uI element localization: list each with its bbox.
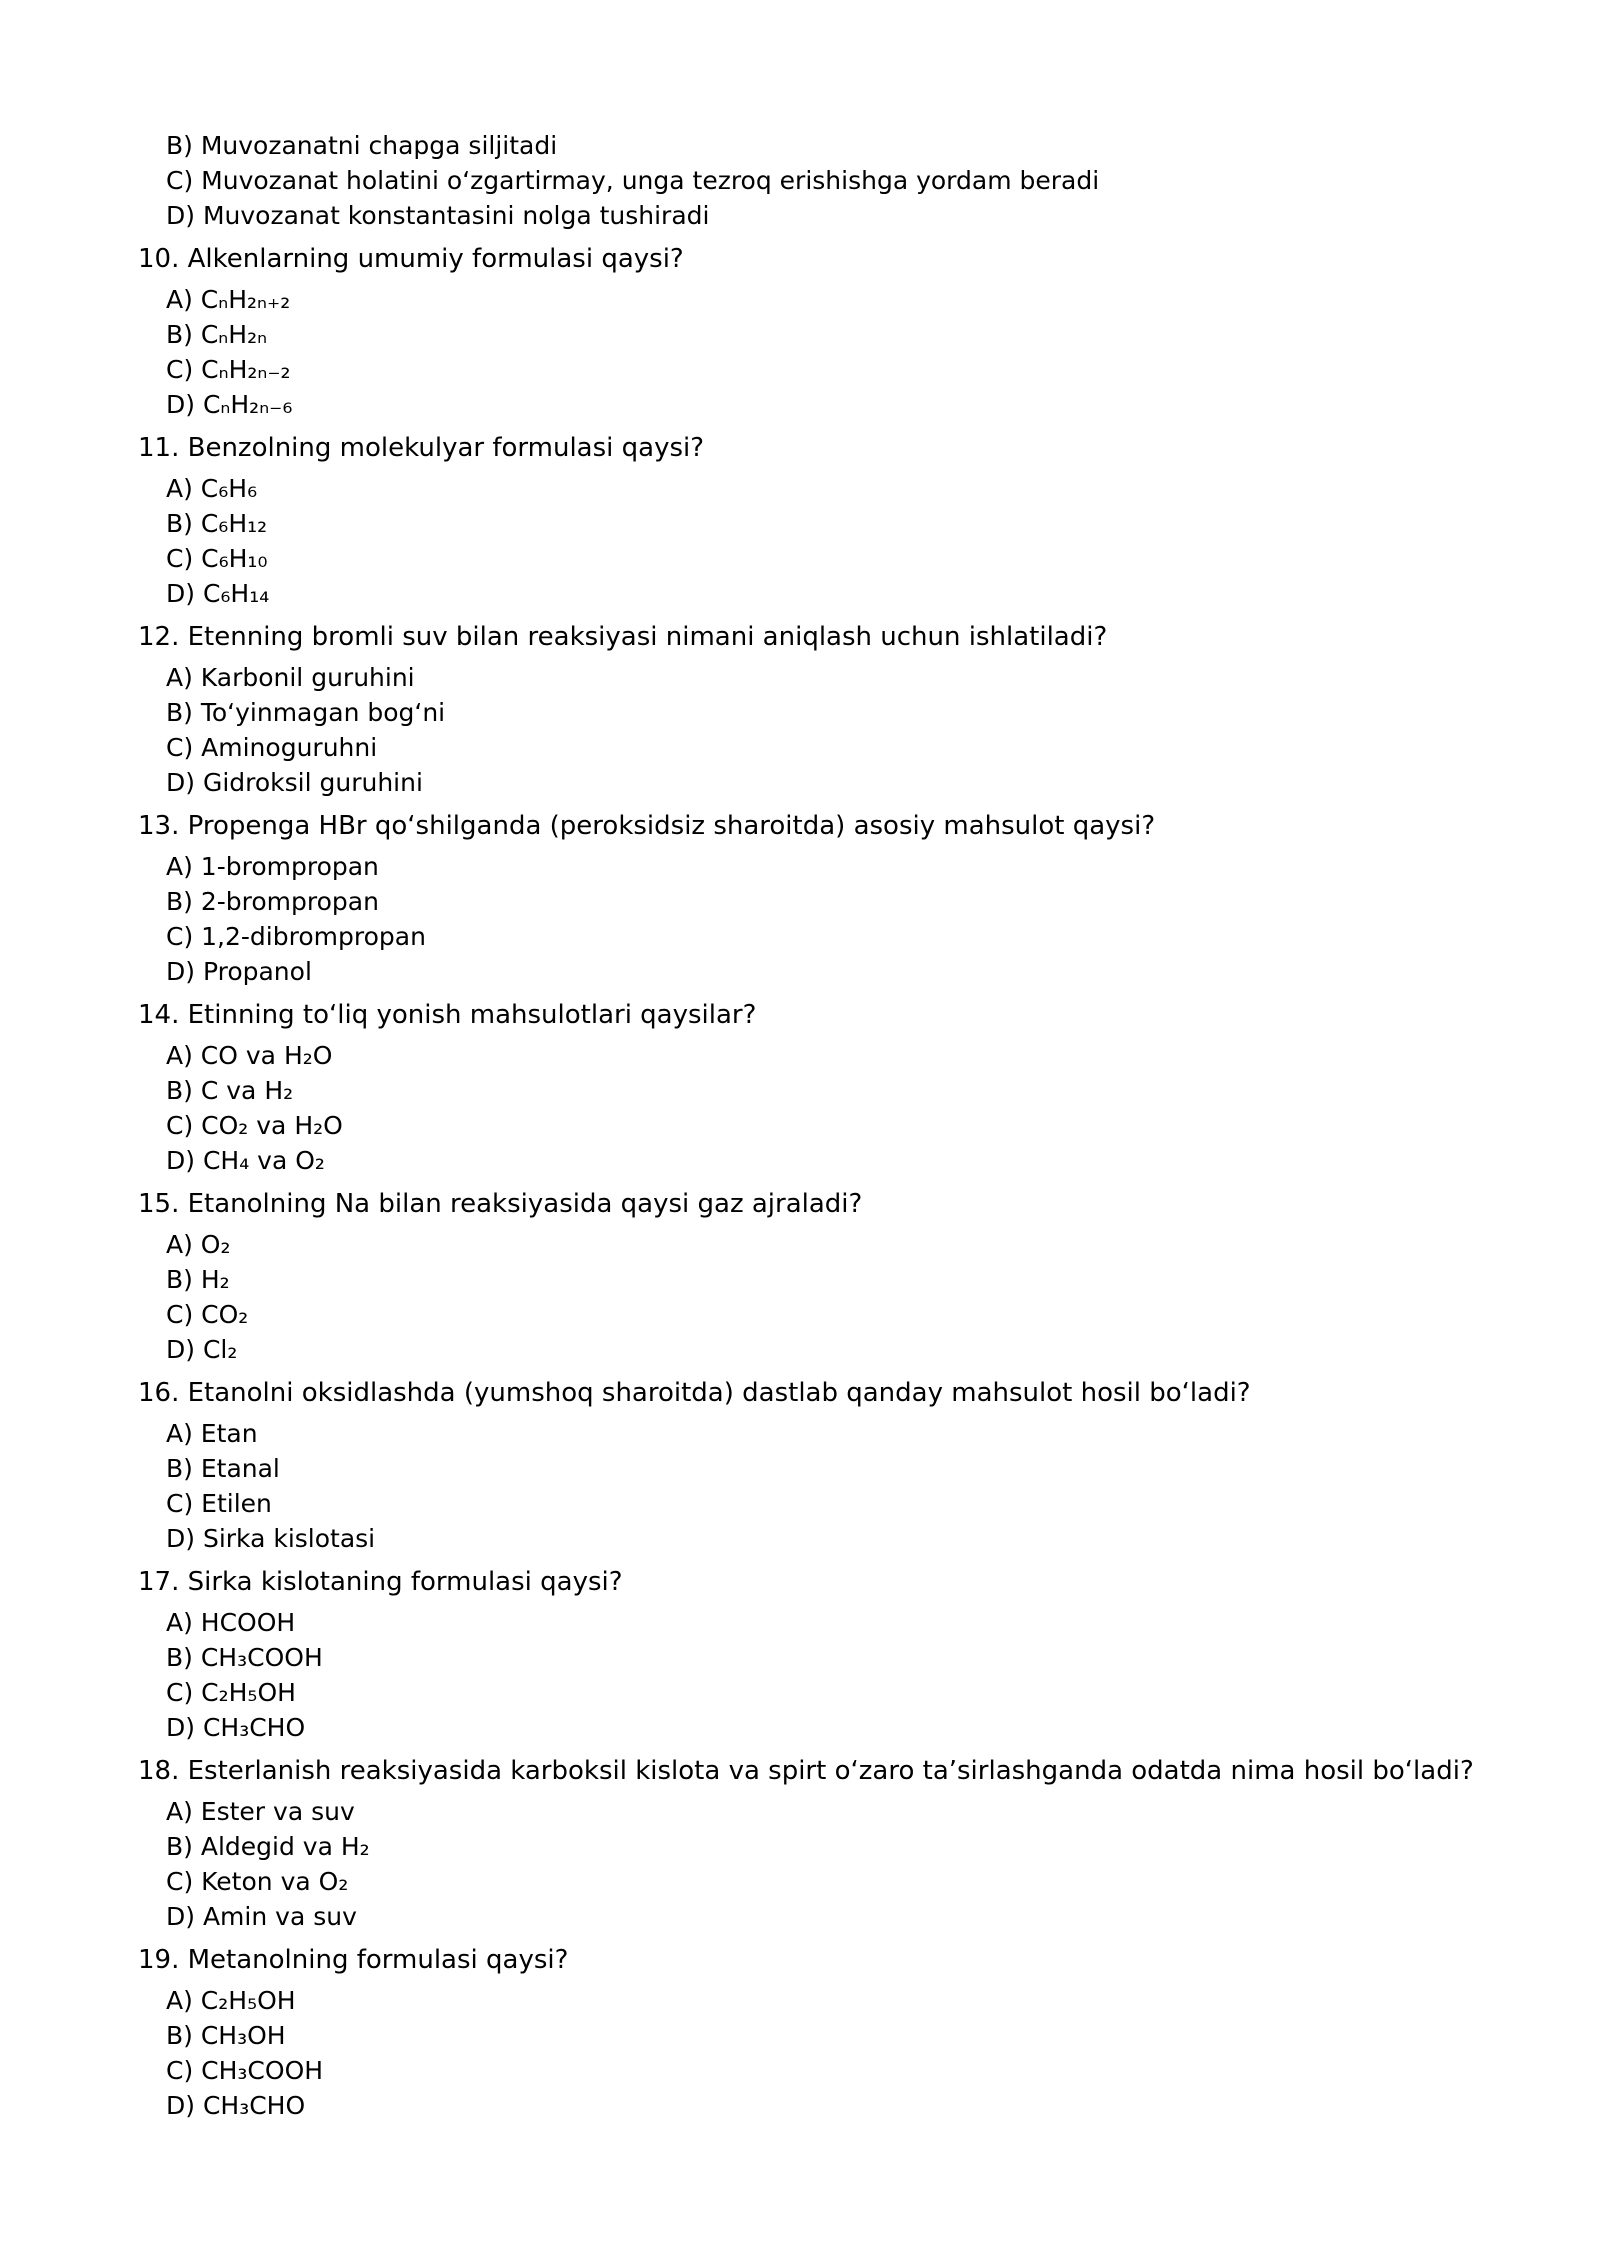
option-b: B) CH₃COOH [166,1643,323,1672]
option-d: D) Amin va suv [166,1902,357,1931]
option-a: A) CₙH₂ₙ₊₂ [166,285,291,314]
question-18 [138,1754,1538,1934]
option-a: A) O₂ [166,1230,231,1259]
option-b: B) Aldegid va H₂ [166,1832,370,1861]
option-a: A) Karbonil guruhini [166,663,415,692]
question-list [138,128,1538,2123]
question-text: 12. Etenning bromli suv bilan reaksiyasi nimani aniqlash uchun ishlatiladi? [138,622,1108,652]
option-b: B) Etanal [166,1454,280,1483]
question-16 [138,1376,1538,1556]
option-a: A) C₆H₆ [166,474,258,503]
question-13 [138,809,1538,989]
option: B) Muvozanatni chapga siljitadi [166,131,558,160]
question-17 [138,1565,1538,1745]
option-b: B) To‘yinmagan bog‘ni [166,698,446,727]
question-text: 17. Sirka kislotaning formulasi qaysi? [138,1567,623,1597]
option-c: C) C₂H₅OH [166,1678,296,1707]
option-c: C) CₙH₂ₙ₋₂ [166,355,291,384]
option-b: B) CₙH₂ₙ [166,320,268,349]
question-15 [138,1187,1538,1367]
option-b: B) C va H₂ [166,1076,294,1105]
option-d: D) Gidroksil guruhini [166,768,423,797]
question-text: 10. Alkenlarning umumiy formulasi qaysi? [138,244,684,274]
option-a: A) 1-brompropan [166,852,379,881]
option-c: C) Etilen [166,1489,272,1518]
option-d: D) C₆H₁₄ [166,579,270,608]
option-c: C) CO₂ [166,1300,249,1329]
option-a: A) C₂H₅OH [166,1986,296,2015]
option-c: C) CH₃COOH [166,2056,324,2085]
option-a: A) CO va H₂O [166,1041,333,1070]
question-10 [138,242,1538,422]
option-c: C) 1,2-dibrompropan [166,922,426,951]
option-a: A) Ester va suv [166,1797,355,1826]
question-text: 19. Metanolning formulasi qaysi? [138,1945,569,1975]
question-text: 16. Etanolni oksidlashda (yumshoq sharoitda) dastlab qanday mahsulot hosil bo‘ladi? [138,1378,1251,1408]
question-text: 15. Etanolning Na bilan reaksiyasida qaysi gaz ajraladi? [138,1189,863,1219]
option-d: D) Propanol [166,957,312,986]
option: D) Muvozanat konstantasini nolga tushiradi [166,201,710,230]
option-d: D) Sirka kislotasi [166,1524,376,1553]
question-text: 14. Etinning to‘liq yonish mahsulotlari qaysilar? [138,1000,757,1030]
option-b: B) H₂ [166,1265,230,1294]
option-c: C) Keton va O₂ [166,1867,349,1896]
option-c: C) CO₂ va H₂O [166,1111,343,1140]
option-c: C) Aminoguruhni [166,733,378,762]
option-a: A) Etan [166,1419,258,1448]
question-14 [138,998,1538,1178]
option-d: D) CH₃CHO [166,2091,306,2120]
option-d: D) CₙH₂ₙ₋₆ [166,390,293,419]
question-text: 11. Benzolning molekulyar formulasi qaysi? [138,433,705,463]
question-text: 13. Propenga HBr qo‘shilganda (peroksidsiz sharoitda) asosiy mahsulot qaysi? [138,811,1156,841]
option-c: C) C₆H₁₀ [166,544,268,573]
option-b: B) C₆H₁₂ [166,509,268,538]
question-text: 18. Esterlanish reaksiyasida karboksil kislota va spirt o‘zaro ta’sirlashganda odatda nima hosil bo‘ladi? [138,1756,1474,1786]
question-12 [138,620,1538,800]
option-d: D) CH₃CHO [166,1713,306,1742]
option-d: D) Cl₂ [166,1335,238,1364]
option-b: B) CH₃OH [166,2021,286,2050]
option-d: D) CH₄ va O₂ [166,1146,325,1175]
option-a: A) HCOOH [166,1608,296,1637]
carryover-options [138,128,1538,233]
option-b: B) 2-brompropan [166,887,379,916]
question-11 [138,431,1538,611]
option: C) Muvozanat holatini o‘zgartirmay, unga tezroq erishishga yordam beradi [166,166,1100,195]
question-19 [138,1943,1538,2123]
